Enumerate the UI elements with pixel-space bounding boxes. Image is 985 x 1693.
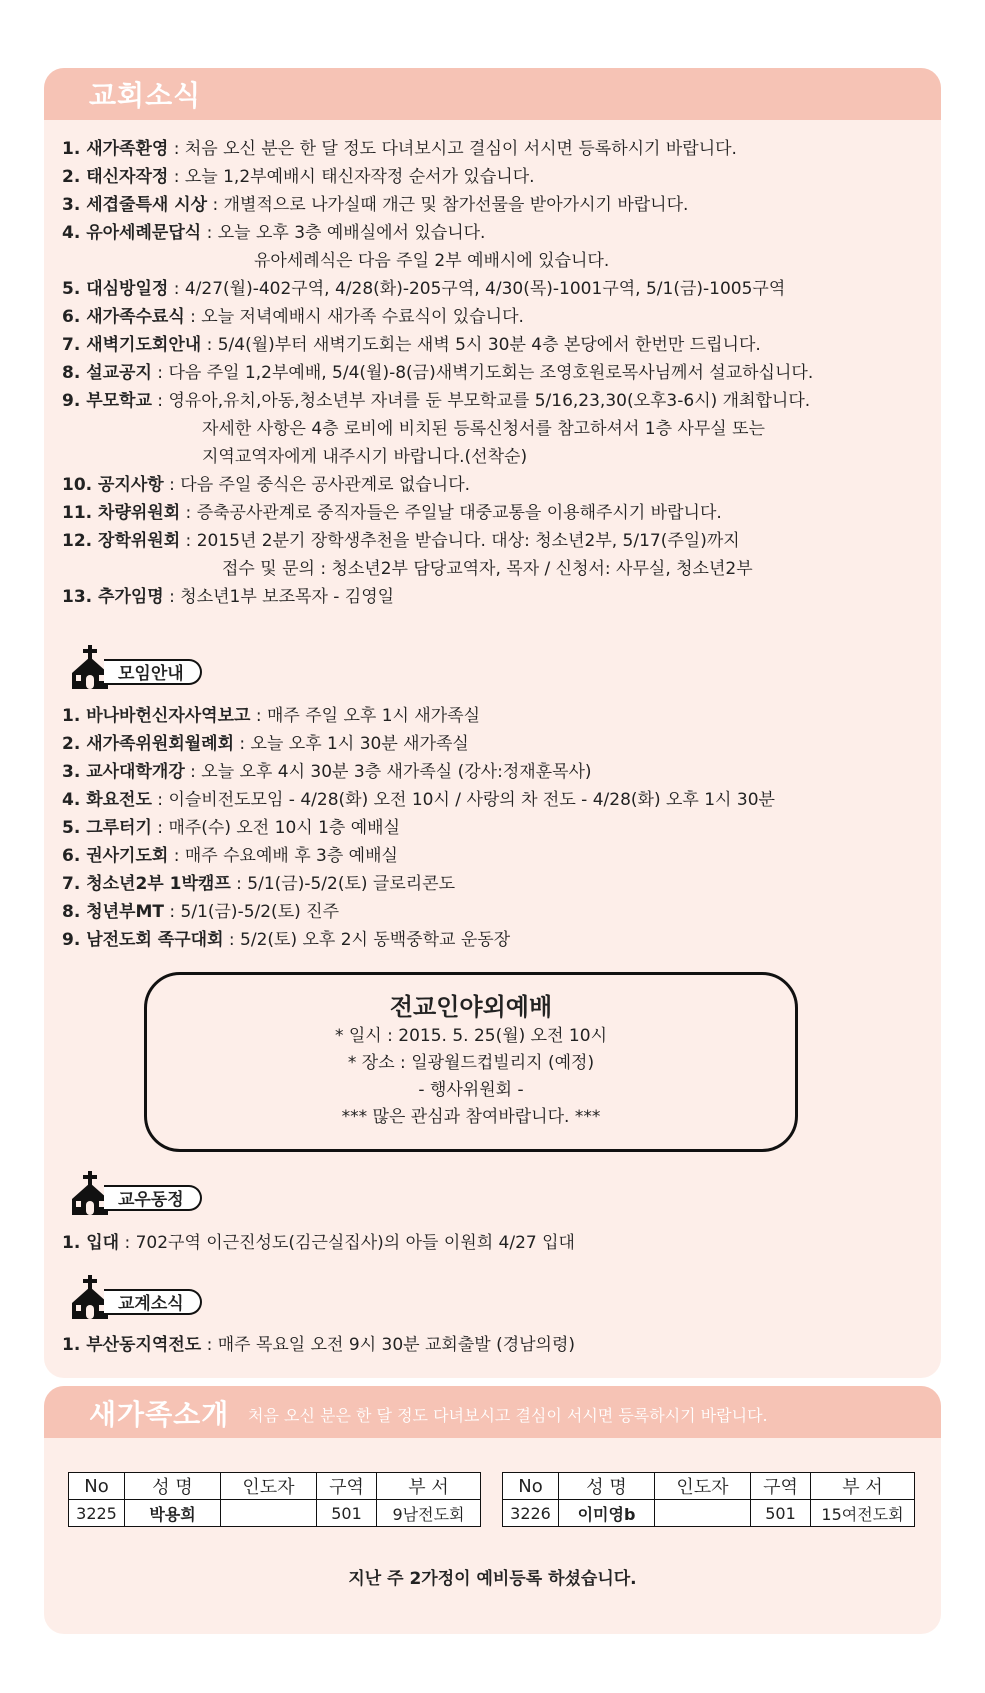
- event-line: * 장소 : 일광월드컵빌리지 (예정): [347, 1053, 595, 1073]
- list-item: [62, 1331, 575, 1359]
- member-news-title: 교우동정: [104, 1185, 202, 1211]
- item-text: : 매주(수) 오전 10시 1층 예배실: [151, 818, 400, 838]
- item-text: : 청소년1부 보조목자 - 김영일: [163, 587, 395, 607]
- item-text: : 오늘 오후 1시 30분 새가족실: [234, 734, 469, 754]
- list-item: [62, 471, 813, 499]
- list-item: [62, 583, 813, 611]
- newcomers-footer: 지난 주 2가정이 예비등록 하셨습니다.: [348, 1569, 637, 1589]
- list-item: 접수 및 문의 : 청소년2부 담당교역자, 목자 / 신청서: 사무실, 청소년2부: [222, 559, 753, 579]
- item-key: 8. 설교공지: [62, 363, 152, 383]
- item-key: 7. 새벽기도회안내: [62, 335, 202, 355]
- list-item: [62, 870, 775, 898]
- newcomers-table-left: [68, 1472, 481, 1527]
- item-text: : 이슬비전도모임 - 4/28(화) 오전 10시 / 사랑의 차 전도 - 4/28(화) 오후 1시 30분: [151, 790, 775, 810]
- item-text: : 오늘 1,2부예배시 태신자작정 순서가 있습니다.: [168, 167, 535, 187]
- church-news-panel: [44, 68, 941, 1378]
- list-item: [62, 191, 813, 219]
- cell-department: 9남전도회: [377, 1500, 481, 1527]
- list-item: 지역교역자에게 내주시기 바랍니다.(선착순): [202, 447, 528, 467]
- external-news-title: 교계소식: [104, 1289, 202, 1315]
- cell-no: 3226: [503, 1500, 559, 1527]
- item-text: : 5/1(금)-5/2(토) 진주: [163, 902, 339, 922]
- item-text: : 매주 수요예배 후 3층 예배실: [168, 846, 398, 866]
- event-line: - 행사위원회 -: [418, 1080, 524, 1100]
- item-text: : 2015년 2분기 장학생추천을 받습니다. 대상: 청소년2부, 5/17(주일)까지: [180, 531, 740, 551]
- meetings-title: 모임안내: [104, 659, 202, 685]
- item-key: 2. 새가족위원회월례회: [62, 734, 235, 754]
- newcomers-table-right: [502, 1472, 915, 1527]
- event-line: *** 많은 관심과 참여바랍니다. ***: [341, 1107, 601, 1127]
- item-text: : 오늘 저녁예배시 새가족 수료식이 있습니다.: [184, 307, 524, 327]
- item-key: 11. 차량위원회: [62, 503, 181, 523]
- item-text: : 4/27(월)-402구역, 4/28(화)-205구역, 4/30(목)-1001구역, 5/1(금)-1005구역: [168, 279, 786, 299]
- church-news-list: [62, 135, 813, 611]
- col-no: No: [69, 1473, 125, 1500]
- item-key: 1. 부산동지역전도: [62, 1335, 202, 1355]
- item-text: : 매주 주일 오후 1시 새가족실: [250, 706, 481, 726]
- item-key: 6. 새가족수료식: [62, 307, 185, 327]
- item-text: : 5/4(월)부터 새벽기도회는 새벽 5시 30분 4층 본당에서 한번만 드립니다.: [201, 335, 761, 355]
- item-text: : 5/1(금)-5/2(토) 글로리콘도: [230, 874, 456, 894]
- cell-district: 501: [317, 1500, 377, 1527]
- item-key: 13. 추가임명: [62, 587, 164, 607]
- list-item: [62, 359, 813, 387]
- list-item: [62, 303, 813, 331]
- list-item: [62, 331, 813, 359]
- newcomers-header: [44, 1386, 941, 1438]
- church-news-title: 교회소식: [89, 79, 202, 112]
- list-item: [62, 135, 813, 163]
- table-row: [503, 1500, 915, 1527]
- cell-name: 이미영b: [559, 1500, 655, 1527]
- list-item: [62, 499, 813, 527]
- item-key: 12. 장학위원회: [62, 531, 181, 551]
- item-key: 7. 청소년2부 1박캠프: [62, 874, 231, 894]
- list-item: 자세한 사항은 4층 로비에 비치된 등록신청서를 참고하셔서 1층 사무실 또는: [202, 419, 765, 439]
- church-news-header: [44, 68, 941, 120]
- item-key: 8. 청년부MT: [62, 902, 164, 922]
- item-text: : 702구역 이근진성도(김근실집사)의 아들 이원희 4/27 입대: [119, 1233, 575, 1253]
- list-item: [62, 275, 813, 303]
- cell-no: 3225: [69, 1500, 125, 1527]
- item-text: : 처음 오신 분은 한 달 정도 다녀보시고 결심이 서시면 등록하시기 바랍니다.: [168, 139, 737, 159]
- list-item: [62, 814, 775, 842]
- list-item: [62, 898, 775, 926]
- outdoor-worship-box: [144, 972, 798, 1152]
- item-key: 4. 유아세례문답식: [62, 223, 202, 243]
- list-item: 유아세례식은 다음 주일 2부 예배시에 있습니다.: [254, 251, 610, 271]
- event-line: * 일시 : 2015. 5. 25(월) 오전 10시: [334, 1026, 607, 1046]
- item-key: 9. 부모학교: [62, 391, 152, 411]
- item-key: 10. 공지사항: [62, 475, 164, 495]
- item-text: : 매주 목요일 오전 9시 30분 교회출발 (경남의령): [201, 1335, 576, 1355]
- cell-name: 박용희: [125, 1500, 221, 1527]
- list-item: [62, 163, 813, 191]
- col-district: 구역: [751, 1473, 811, 1500]
- list-item: [62, 387, 813, 415]
- item-text: : 오늘 오후 4시 30분 3층 새가족실 (강사:정재훈목사): [184, 762, 592, 782]
- meetings-list: [62, 702, 775, 954]
- item-key: 1. 입대: [62, 1233, 120, 1253]
- item-text: : 5/2(토) 오후 2시 동백중학교 운동장: [223, 930, 511, 950]
- newcomers-title: 새가족소개: [89, 1398, 230, 1431]
- cell-district: 501: [751, 1500, 811, 1527]
- item-text: : 영유아,유치,아동,청소년부 자녀를 둔 부모학교를 5/16,23,30(오후3-6시) 개최합니다.: [151, 391, 811, 411]
- list-item: [62, 842, 775, 870]
- item-key: 3. 교사대학개강: [62, 762, 185, 782]
- list-item: [62, 702, 775, 730]
- item-key: 2. 태신자작정: [62, 167, 169, 187]
- external-news-list: [62, 1331, 575, 1359]
- item-text: : 개별적으로 나가실때 개근 및 참가선물을 받아가시기 바랍니다.: [207, 195, 689, 215]
- item-key: 1. 바나바헌신자사역보고: [62, 706, 251, 726]
- newcomers-subtitle: 처음 오신 분은 한 달 정도 다녀보시고 결심이 서시면 등록하시기 바랍니다.: [248, 1406, 768, 1425]
- col-department: 부 서: [377, 1473, 481, 1500]
- item-key: 3. 세겹줄특새 시상: [62, 195, 208, 215]
- col-name: 성 명: [125, 1473, 221, 1500]
- item-key: 1. 새가족환영: [62, 139, 169, 159]
- list-item: [62, 926, 775, 954]
- table-row: [69, 1500, 481, 1527]
- item-key: 9. 남전도회 족구대회: [62, 930, 224, 950]
- item-key: 5. 대심방일정: [62, 279, 169, 299]
- col-guide: 인도자: [655, 1473, 751, 1500]
- col-name: 성 명: [559, 1473, 655, 1500]
- list-item: [62, 1229, 575, 1257]
- item-key: 6. 권사기도회: [62, 846, 169, 866]
- list-item: [62, 527, 813, 555]
- item-key: 5. 그루터기: [62, 818, 152, 838]
- col-guide: 인도자: [221, 1473, 317, 1500]
- item-text: : 다음 주일 중식은 공사관계로 없습니다.: [163, 475, 471, 495]
- item-key: 4. 화요전도: [62, 790, 152, 810]
- list-item: [62, 219, 813, 247]
- col-no: No: [503, 1473, 559, 1500]
- col-district: 구역: [317, 1473, 377, 1500]
- item-text: : 증축공사관계로 중직자들은 주일날 대중교통을 이용해주시기 바랍니다.: [180, 503, 722, 523]
- cell-guide: [221, 1500, 317, 1527]
- outdoor-worship-title: 전교인야외예배: [389, 993, 553, 1021]
- list-item: [62, 730, 775, 758]
- cell-guide: [655, 1500, 751, 1527]
- newcomers-panel: [44, 1386, 941, 1634]
- col-department: 부 서: [811, 1473, 915, 1500]
- cell-department: 15여전도회: [811, 1500, 915, 1527]
- item-text: : 다음 주일 1,2부예배, 5/4(월)-8(금)새벽기도회는 조영호원로목사님께서 설교하십니다.: [151, 363, 814, 383]
- member-news-list: [62, 1229, 575, 1257]
- list-item: [62, 758, 775, 786]
- item-text: : 오늘 오후 3층 예배실에서 있습니다.: [201, 223, 486, 243]
- list-item: [62, 786, 775, 814]
